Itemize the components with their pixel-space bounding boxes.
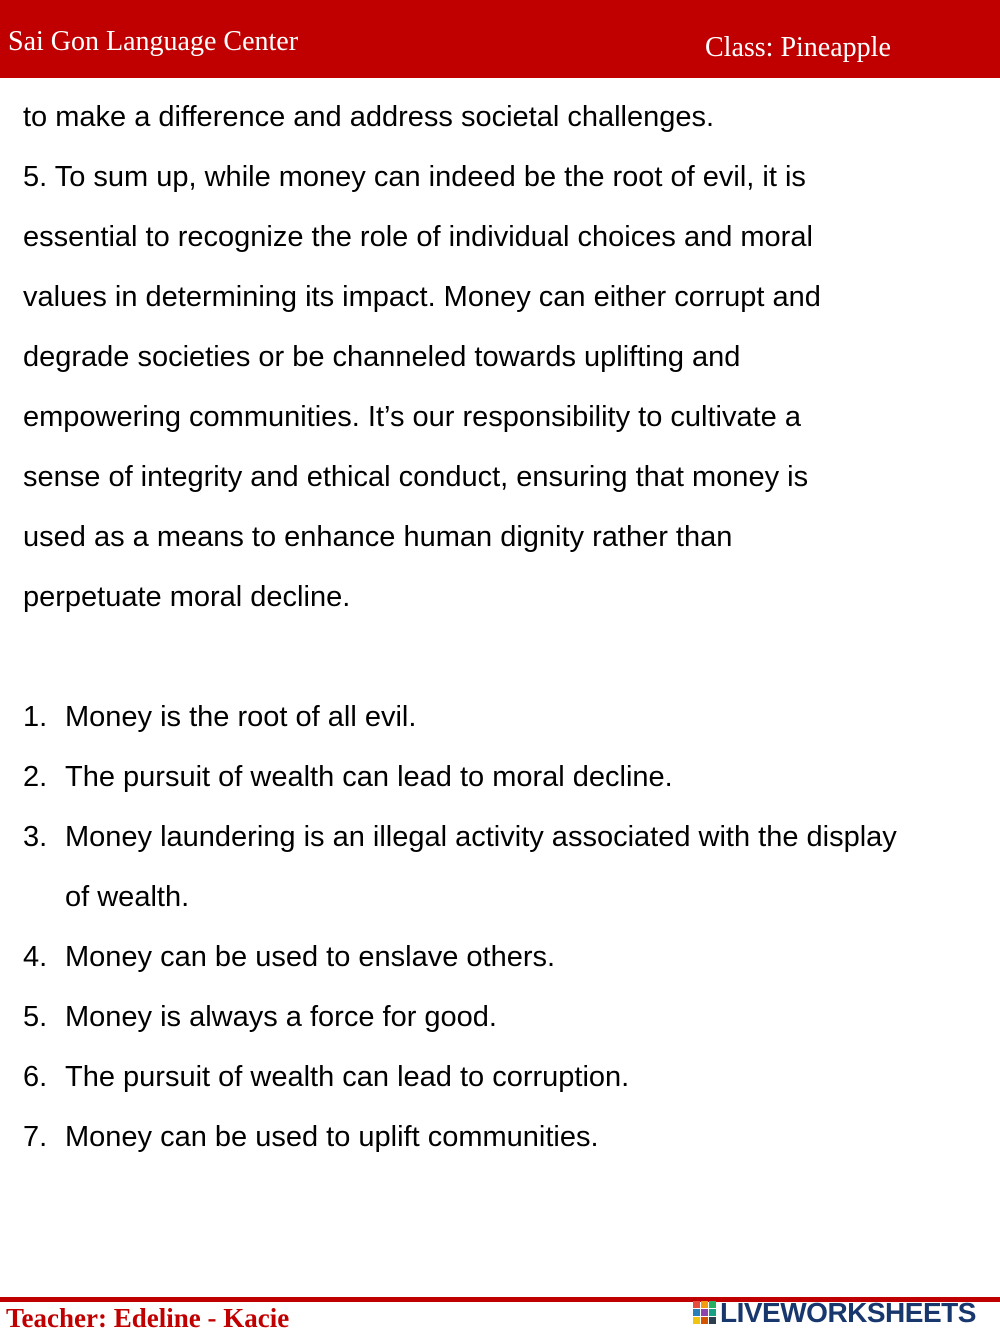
statement-number: 3. [23,821,48,853]
statement-text: Money laundering is an illegal activity associated with the display of wealth. [65,821,897,913]
statement-item [23,927,973,987]
statement-number: 6. [23,1061,48,1093]
statement-text: Money can be used to enslave others. [65,941,556,973]
paragraph-line: degrade societies or be channeled towards uplifting and [23,341,741,373]
statement-number: 2. [23,761,48,793]
class-name: Class: Pineapple [705,32,891,63]
center-name: Sai Gon Language Center [8,26,299,57]
statement-number: 4. [23,941,48,973]
statement-item [23,807,973,927]
statement-list [23,687,973,1167]
statement-item [23,1047,973,1107]
statement-item [23,687,973,747]
statement-item [23,1107,973,1167]
header-bar [0,0,1000,78]
liveworksheets-logo[interactable] [693,1298,993,1328]
statement-text: Money is always a force for good. [65,1001,497,1033]
spacer [23,627,973,687]
statement-item [23,987,973,1047]
paragraph-line: sense of integrity and ethical conduct, ensuring that money is [23,461,809,493]
reading-paragraph [23,87,973,627]
worksheet-content [23,87,973,1167]
teacher-name: Teacher: Edeline - Kacie [6,1303,290,1333]
statement-number: 7. [23,1121,48,1153]
statement-text: The pursuit of wealth can lead to corruption. [65,1061,630,1093]
statement-item [23,747,973,807]
statement-text: The pursuit of wealth can lead to moral decline. [65,761,673,793]
liveworksheets-logo-text: LIVEWORKSHEETS [720,1297,976,1328]
paragraph-line: empowering communities. It’s our responsibility to cultivate a [23,401,801,433]
paragraph-line: values in determining its impact. Money can either corrupt and [23,281,821,313]
statement-text: Money can be used to uplift communities. [65,1121,599,1153]
paragraph-line: used as a means to enhance human dignity rather than [23,521,733,553]
statement-number: 5. [23,1001,48,1033]
statement-number: 1. [23,701,48,733]
paragraph-line: perpetuate moral decline. [23,581,351,613]
paragraph-line: to make a difference and address societal challenges. [23,101,715,133]
paragraph-line: essential to recognize the role of individual choices and moral [23,221,813,253]
paragraph-line: 5. To sum up, while money can indeed be the root of evil, it is [23,161,806,193]
statement-text: Money is the root of all evil. [65,701,417,733]
liveworksheets-logo-icon [693,1301,717,1325]
